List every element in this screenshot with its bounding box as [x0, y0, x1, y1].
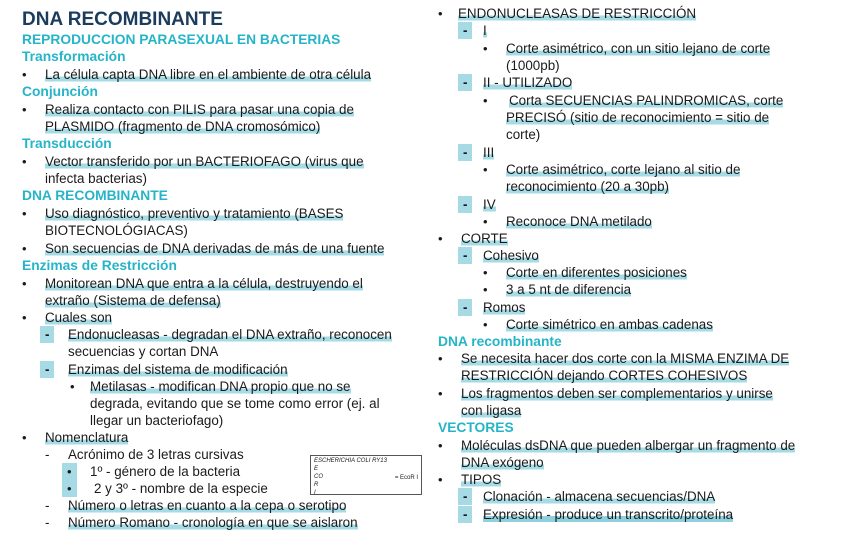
bullet: •	[483, 265, 488, 280]
bullet: •	[438, 386, 443, 401]
bullet: •	[22, 154, 27, 169]
bullet: •	[438, 438, 443, 453]
recombinante-item1-line1: Uso diagnóstico, preventivo y tratamiento (BASES	[45, 206, 344, 221]
dash-marker: -	[458, 488, 472, 505]
bullet: •	[22, 430, 27, 445]
recombinante-item2: Son secuencias de DNA derivadas de más de una fuente	[45, 241, 385, 256]
type-2: II - UTILIZADO	[483, 75, 573, 90]
dash-marker: -	[458, 196, 472, 213]
dash-marker: -	[40, 326, 54, 343]
type-4-desc: Reconoce DNA metilado	[506, 214, 652, 229]
enzimas-item1-line2: extraño (Sistema de defensa)	[45, 293, 221, 308]
dash-marker: -	[458, 144, 472, 161]
type-4: IV	[483, 197, 496, 212]
box-ecor: = EcoR I	[394, 475, 418, 481]
dash-marker: -	[458, 22, 472, 39]
metilasas-line1: Metilasas - modifican DNA propio que no se	[90, 379, 351, 394]
type-1: I	[483, 23, 487, 38]
bullet: •	[22, 310, 27, 325]
bullet: •	[22, 241, 27, 256]
bullet: •	[438, 472, 443, 487]
box-line-1: ESCHERICHIA COLI RY13	[314, 458, 387, 464]
heading-vectores: VECTORES	[438, 420, 514, 435]
box-line-5: I	[314, 490, 316, 496]
box-line-2: E	[314, 466, 319, 472]
dna-rec-item2-line1: Los fragmentos deben ser complementarios y unirse	[461, 386, 773, 401]
heading-transformacion: Transformación	[22, 49, 126, 64]
recombinante-item1-line2: BIOTECNOLÓGIACAS)	[45, 223, 188, 238]
enzimas-item1-line1: Monitorean DNA que entra a la célula, destruyendo el	[45, 276, 363, 291]
bullet: •	[483, 41, 488, 56]
dna-rec-item1-line1: Se necesita hacer dos corte con la MISMA ENZIMA DE	[461, 351, 790, 366]
bullet: •	[22, 67, 27, 82]
nomenclatura-1: Acrónimo de 3 letras cursivas	[68, 447, 244, 462]
nomenclatura-2: Número o letras en cuanto a la cepa o serotipo	[68, 498, 347, 513]
dna-rec-item1-line2: RESTRICCIÓN dejando CORTES COHESIVOS	[461, 368, 748, 383]
bullet: •	[22, 102, 27, 117]
vectores-item1-line2: DNA exógeno	[461, 455, 544, 470]
bullet: •	[483, 162, 488, 177]
bullet: •	[483, 317, 488, 332]
box-line-4: R	[314, 482, 319, 488]
box-line-3: CO	[314, 474, 323, 480]
type-2-desc-line2: PRECISÓ (sitio de reconocimiento = sitio de	[506, 110, 770, 125]
cohesivo-a: Corte en diferentes posiciones	[506, 265, 687, 280]
cohesivo: Cohesivo	[483, 248, 539, 263]
transformacion-item: La célula capta DNA libre en el ambiente de otra célula	[45, 67, 372, 82]
type-2-desc-line1: Corta SECUENCIAS PALINDROMICAS, corte	[509, 93, 784, 108]
vectores-item1-line1: Moléculas dsDNA que pueden albergar un fragmento de	[461, 438, 796, 453]
bullet: •	[483, 214, 488, 229]
bullet: •	[22, 206, 27, 221]
type-3-desc-line1: Corte asimétrico, corte lejano al sitio de	[506, 162, 741, 177]
metilasas-line3: llegar un bacteriofago)	[90, 413, 224, 428]
heading-dna-recombinante: DNA RECOMBINANTE	[22, 188, 168, 203]
nomenclatura-1a: 1º - género de la bacteria	[90, 464, 241, 479]
corte-heading: CORTE	[461, 231, 508, 246]
dash-marker: -	[458, 74, 472, 91]
nomenclatura-1b: 2 y 3º - nombre de la especie	[94, 481, 268, 496]
type-3: III	[483, 145, 495, 160]
enzimas-sub2: Enzimas del sistema de modificación	[68, 362, 288, 377]
dash-marker: -	[458, 247, 472, 264]
bullet: •	[438, 351, 443, 366]
type-2-desc-line3: corte)	[506, 127, 541, 142]
endonucleasas-heading: ENDONUCLEASAS DE RESTRICCIÓN	[458, 6, 697, 21]
heading-dna-recombinante-2: DNA recombinante	[438, 334, 562, 349]
transduccion-item-line1: Vector transferido por un BACTERIOFAGO (virus que	[45, 154, 364, 169]
dash-marker: -	[45, 515, 50, 530]
enzimas-item3: Nomenclatura	[45, 430, 129, 445]
tipo-expresion: Expresión - produce un transcrito/proteína	[483, 507, 734, 522]
enzimas-sub1-line2: secuencias y cortan DNA	[68, 344, 219, 359]
conjuncion-item-line1: Realiza contacto con PILIS para pasar una copia de	[45, 102, 354, 117]
bullet: •	[70, 379, 75, 394]
dna-rec-item2-line2: con ligasa	[461, 403, 522, 418]
bullet: •	[62, 463, 77, 480]
nomenclatura-3: Número Romano - cronología en que se aislaron	[68, 515, 358, 530]
ecori-example-box	[310, 455, 422, 495]
cohesivo-b: 3 a 5 nt de diferencia	[506, 282, 632, 297]
type-3-desc-line2: reconocimiento (20 a 30pb)	[506, 179, 670, 194]
dash-marker: -	[45, 447, 50, 462]
page-title: DNA RECOMBINANTE	[22, 9, 223, 30]
heading-conjuncion: Conjunción	[22, 84, 98, 99]
heading-transduccion: Transducción	[22, 136, 112, 151]
dash-marker: -	[45, 498, 50, 513]
bullet: •	[438, 231, 443, 246]
dash-marker: -	[458, 299, 472, 316]
enzimas-item2: Cuales son	[45, 310, 112, 325]
vectores-tipos: TIPOS	[461, 472, 502, 487]
enzimas-sub1-line1: Endonucleasas - degradan el DNA extraño, reconocen	[68, 327, 392, 342]
bullet: •	[22, 276, 27, 291]
bullet: •	[483, 282, 488, 297]
tipo-clonacion: Clonación - almacena secuencias/DNA	[483, 489, 716, 504]
type-1-desc-line2: (1000pb)	[506, 58, 560, 73]
transduccion-item-line2: infecta bacterias)	[45, 171, 147, 186]
heading-enzimas: Enzimas de Restricción	[22, 258, 177, 273]
type-1-desc-line1: Corte asimétrico, con un sitio lejano de corte	[506, 41, 771, 56]
bullet: •	[62, 480, 77, 497]
romos: Romos	[483, 300, 526, 315]
dash-marker: -	[458, 506, 472, 523]
bullet: •	[438, 6, 443, 21]
section-subtitle: REPRODUCCION PARASEXUAL EN BACTERIAS	[22, 32, 341, 47]
romos-a: Corte simétrico en ambas cadenas	[506, 317, 713, 332]
bullet: •	[483, 93, 488, 108]
metilasas-line2: degrada, evitando que se tome como error (ej. al	[90, 396, 380, 411]
conjuncion-item-line2: PLASMIDO (fragmento de DNA cromosómico)	[45, 119, 321, 134]
dash-marker: -	[40, 361, 54, 378]
